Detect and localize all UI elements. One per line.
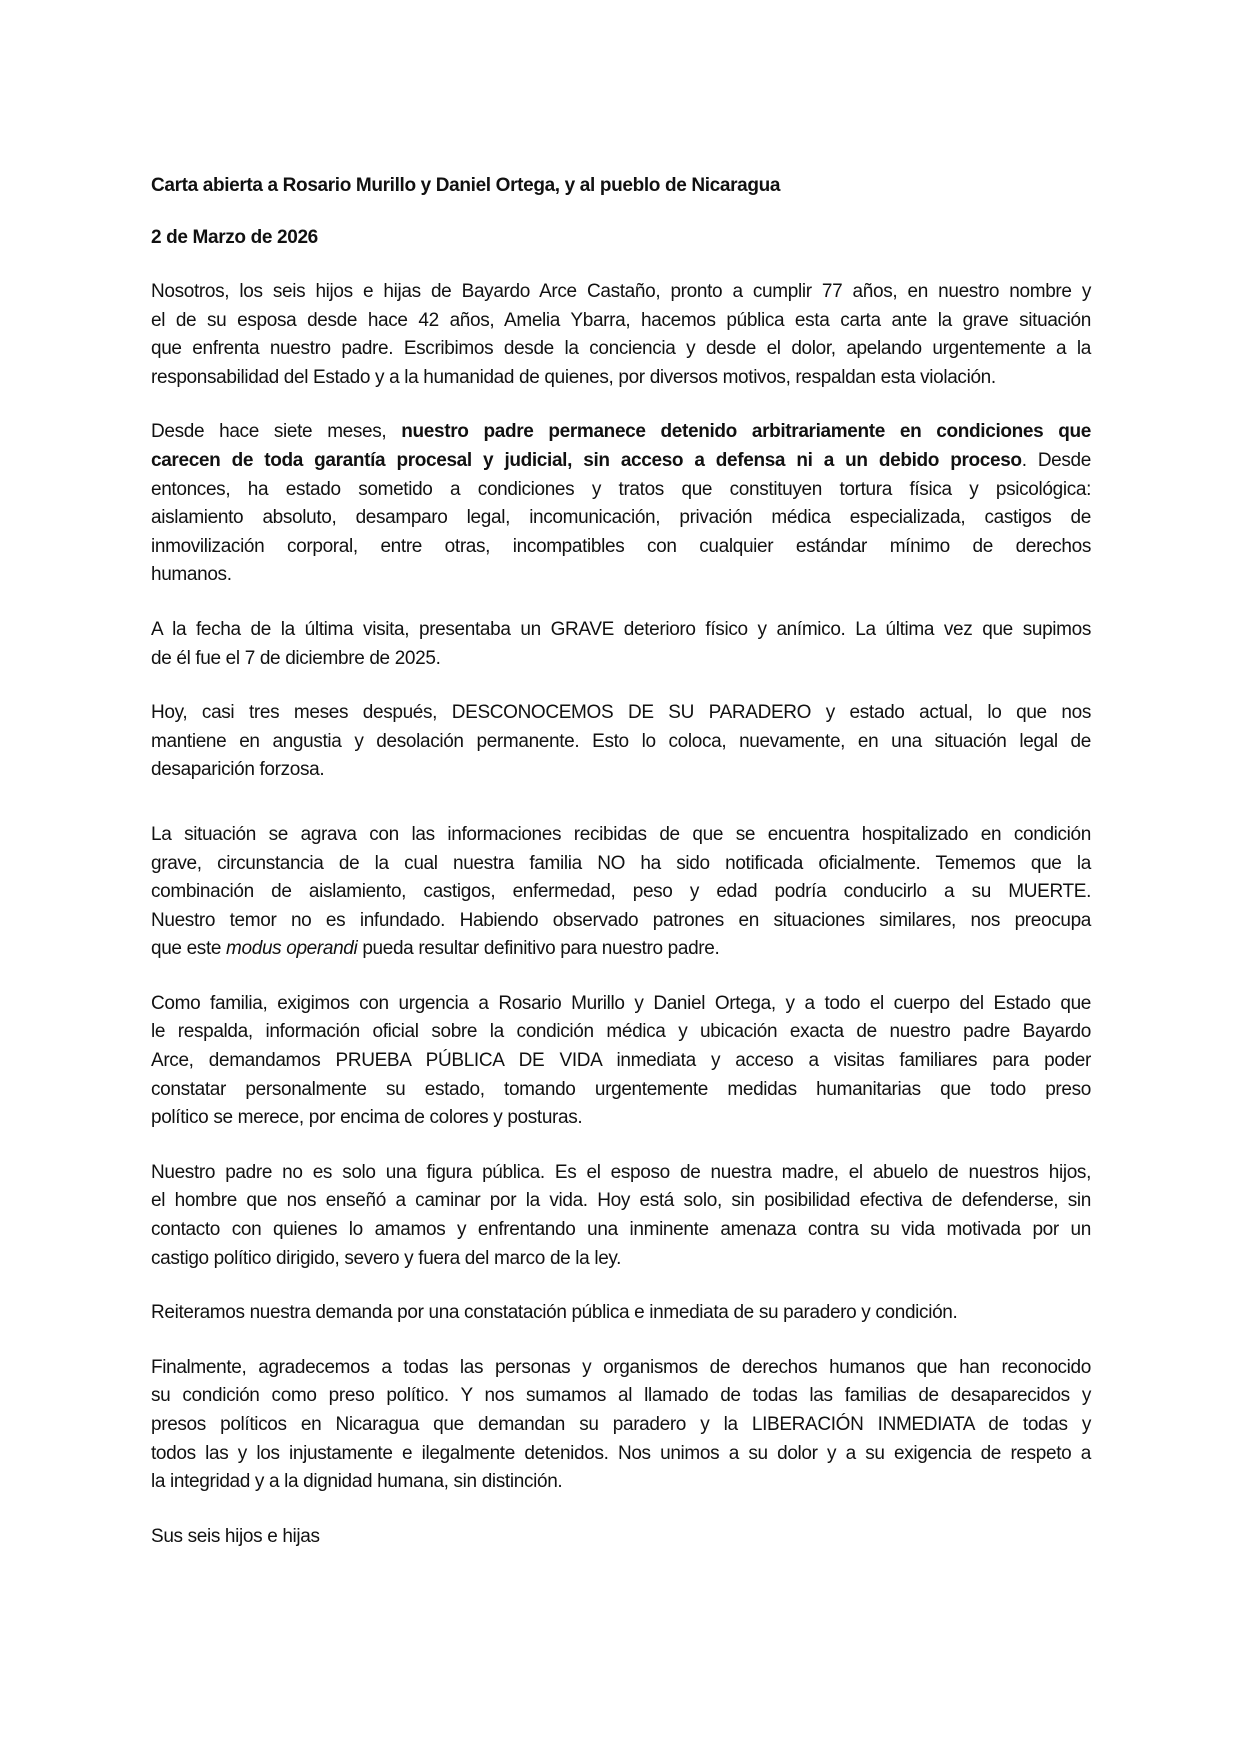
paragraph-line: su condición como preso político. Y nos sumamos al llamado de todas las familias de desaparecidos y xyxy=(151,1385,1091,1407)
paragraph-line: contacto con quienes lo amamos y enfrentando una inminente amenaza contra su vida motivada por un xyxy=(151,1219,1091,1241)
paragraph-6 xyxy=(151,990,1091,1133)
letter-title: Carta abierta a Rosario Murillo y Daniel Ortega, y al pueblo de Nicaragua xyxy=(151,175,781,196)
paragraph-line: responsabilidad del Estado y a la humanidad de quienes, por diversos motivos, respaldan esta violación. xyxy=(151,366,996,388)
letter-date: 2 de Marzo de 2026 xyxy=(151,227,318,248)
paragraph-line: grave, circunstancia de la cual nuestra familia NO ha sido notificada oficialmente. Tememos que la xyxy=(151,852,1091,874)
paragraph-line: entonces, ha estado sometido a condiciones y tratos que constituyen tortura física y psicológica: xyxy=(151,478,1091,500)
paragraph-line: Hoy, casi tres meses después, DESCONOCEMOS DE SU PARADERO y estado actual, lo que nos xyxy=(151,702,1091,724)
paragraph-line: Nuestro padre no es solo una figura pública. Es el esposo de nuestra madre, el abuelo de nuestros hijos, xyxy=(151,1161,1091,1183)
italic-text: modus operandi xyxy=(226,938,358,960)
paragraph-line: A la fecha de la última visita, presentaba un GRAVE deterioro físico y anímico. La última vez que supimos xyxy=(151,618,1091,640)
paragraph-line: constatar personalmente su estado, tomando urgentemente medidas humanitarias que todo preso xyxy=(151,1078,1091,1100)
text-run: Desde hace siete meses, xyxy=(151,421,402,443)
text-run: pueda resultar definitivo para nuestro padre. xyxy=(357,938,720,960)
text-run: que este xyxy=(151,938,227,960)
signature: Sus seis hijos e hijas xyxy=(151,1525,320,1547)
paragraph-1 xyxy=(151,278,1091,392)
paragraph-line: el hombre que nos enseñó a caminar por la vida. Hoy está solo, sin posibilidad efectiva de defenderse, sin xyxy=(151,1190,1091,1212)
paragraph-line: Finalmente, agradecemos a todas las personas y organismos de derechos humanos que han reconocido xyxy=(151,1356,1091,1378)
paragraph-line xyxy=(151,418,1091,447)
bold-text: nuestro padre permanece detenido arbitrariamente en condiciones que xyxy=(401,421,1091,443)
paragraph-line: el de su esposa desde hace 42 años, Amelia Ybarra, hacemos pública esta carta ante la grave situación xyxy=(151,309,1091,331)
paragraph-line: combinación de aislamiento, castigos, enfermedad, peso y edad podría conducirlo a su MUERTE. xyxy=(151,881,1091,903)
paragraph-5 xyxy=(151,821,1091,964)
bold-text: carecen de toda garantía procesal y judicial, sin acceso a defensa ni a un debido proceso xyxy=(151,449,1022,471)
paragraph-line: Nuestro temor no es infundado. Habiendo observado patrones en situaciones similares, nos preocupa xyxy=(151,909,1091,931)
paragraph-line: castigo político dirigido, severo y fuera del marco de la ley. xyxy=(151,1247,622,1269)
text-run: . Desde xyxy=(1021,449,1091,471)
paragraph-line: humanos. xyxy=(151,564,232,586)
paragraph-line: le respalda, información oficial sobre la condición médica y ubicación exacta de nuestro padre Bayardo xyxy=(151,1021,1091,1043)
paragraph-3 xyxy=(151,616,1091,673)
paragraph-7 xyxy=(151,1159,1091,1273)
paragraph-line: Nosotros, los seis hijos e hijas de Bayardo Arce Castaño, pronto a cumplir 77 años, en nuestro nombre y xyxy=(151,281,1091,302)
paragraph-line: presos políticos en Nicaragua que demandan su paradero y la LIBERACIÓN INMEDIATA de todas y xyxy=(151,1414,1091,1435)
paragraph-line: La situación se agrava con las informaciones recibidas de que se encuentra hospitalizado en condición xyxy=(151,823,1091,845)
paragraph-line: desaparición forzosa. xyxy=(151,759,325,781)
paragraph-line: todos las y los injustamente e ilegalmente detenidos. Nos unimos a su dolor y a su exigencia de respeto a xyxy=(151,1442,1091,1464)
letter-body xyxy=(151,172,1091,1551)
paragraph-4 xyxy=(151,699,1091,785)
paragraph-line: de él fue el 7 de diciembre de 2025. xyxy=(151,647,441,669)
paragraph-line: la integridad y a la dignidad humana, sin distinción. xyxy=(151,1471,563,1493)
paragraph-8 xyxy=(151,1299,1091,1328)
paragraph-line: que enfrenta nuestro padre. Escribimos desde la conciencia y desde el dolor, apelando urgentemente a la xyxy=(151,338,1091,360)
paragraph-9 xyxy=(151,1354,1091,1497)
paragraph-line xyxy=(151,935,1091,964)
paragraph-line: Reiteramos nuestra demanda por una constatación pública e inmediata de su paradero y condición. xyxy=(151,1302,958,1324)
paragraph-line: inmovilización corporal, entre otras, incompatibles con cualquier estándar mínimo de derechos xyxy=(151,535,1091,557)
paragraph-line: político se merece, por encima de colores y posturas. xyxy=(151,1107,583,1129)
paragraph-line: aislamiento absoluto, desamparo legal, incomunicación, privación médica especializada, castigos de xyxy=(151,507,1091,529)
paragraph-line: Arce, demandamos PRUEBA PÚBLICA DE VIDA inmediata y acceso a visitas familiares para poder xyxy=(151,1050,1091,1072)
paragraph-line xyxy=(151,447,1091,476)
paragraph-line: Como familia, exigimos con urgencia a Rosario Murillo y Daniel Ortega, y a todo el cuerpo del Estado que xyxy=(151,992,1091,1014)
paragraph-2 xyxy=(151,418,1091,590)
paragraph-line: mantiene en angustia y desolación permanente. Esto lo coloca, nuevamente, en una situación legal de xyxy=(151,730,1091,752)
